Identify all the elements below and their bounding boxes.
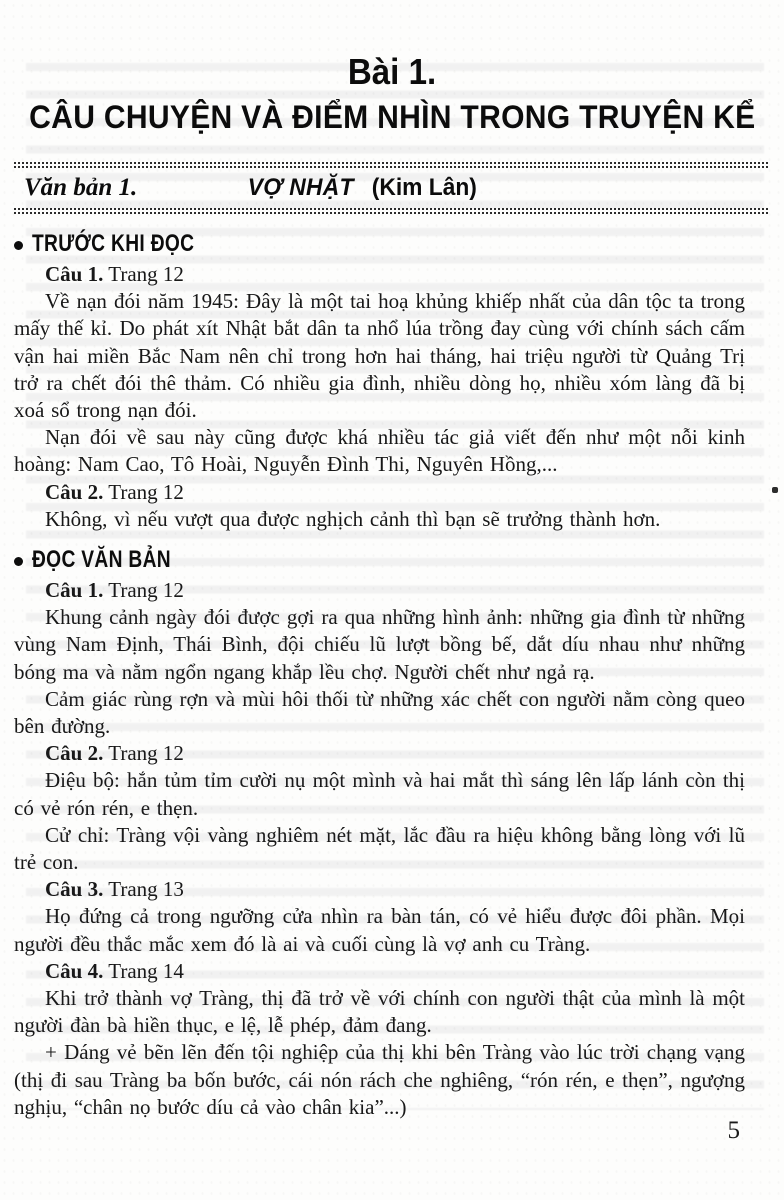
question-page-ref: Trang 12 [108,479,184,504]
question-label: Câu 4. [45,958,104,983]
question-line [14,958,745,985]
question-line [14,261,745,288]
scan-artifact-speck [772,487,778,493]
body-paragraph: Nạn đói về sau này cũng được khá nhiều tác giả viết đến như một nỗi kinh hoàng: Nam Cao, Tô Hoài, Nguyễn Đình Thi, Nguyên Hồng,... [14,425,745,477]
section-heading-label: ĐỌC VĂN BẢN [32,546,171,574]
question-page-ref: Trang 12 [108,262,184,286]
body-paragraph: Không, vì nếu vượt qua được nghịch cảnh thì bạn sẽ trưởng thành hơn. [45,506,661,531]
section-heading-reading [14,546,745,574]
text-title-band [14,168,770,208]
section-heading-label: TRƯỚC KHI ĐỌC [32,230,195,257]
text-number-label: Văn bản 1. [24,174,138,201]
question-label: Câu 2. [45,479,104,504]
question-label: Câu 1. [45,262,104,286]
body-paragraph: Khi trở thành vợ Tràng, thị đã trở về với chính con người thật của mình là một người đàn bà hiền thục, e lệ, lễ phép, đảm đang. [14,986,745,1038]
body-paragraph: Về nạn đói năm 1945: Đây là một tai hoạ khủng khiếp nhất của dân tộc ta trong mấy thế kỉ. Do phát xít Nhật bắt dân ta nhổ lúa trồng đay cùng với chính sách cấm vận hai miền Bắc Nam nên chỉ trong hơn hai tháng, hai triệu người từ Quảng Trị trở ra chết đói thê thảm. Có nhiều gia đình, nhiều dòng họ, nhiều xóm làng đã bị xoá sổ trong nạn đói. [14,289,745,423]
text-title-name: VỢ NHẶT [247,174,354,201]
bullet-icon [14,557,23,566]
section-heading-before-reading [14,230,745,258]
lesson-title: CÂU CHUYỆN VÀ ĐIỂM NHÌN TRONG TRUYỆN KỂ [28,99,756,135]
question-page-ref: Trang 12 [108,741,184,766]
question-page-ref: Trang 12 [108,578,184,603]
body-paragraph: Điệu bộ: hắn tủm tỉm cười nụ một mình và hai mắt thì sáng lên lấp lánh còn thị có vẻ rón rén, e thẹn. [14,768,745,820]
lesson-number: Bài 1. [347,51,437,92]
question-label: Câu 2. [45,741,104,766]
question-page-ref: Trang 14 [108,958,184,983]
body-paragraph: Khung cảnh ngày đói được gợi ra qua những hình ảnh: những gia đình từ những vùng Nam Định, Thái Bình, đội chiếu lũ lượt bồng bế, dắt díu nhau như những bóng ma và nằm ngổn ngang khắp lều chợ. Người chết như ngả rạ. [14,605,745,684]
body-paragraph: Cử chỉ: Tràng vội vàng nghiêm nét mặt, lắc đầu ra hiệu không bằng lòng với lũ trẻ con. [14,822,745,875]
page-body [0,214,784,1121]
lesson-header [0,0,784,138]
question-line [14,577,745,604]
page-number: 5 [727,1117,740,1144]
question-line [14,479,745,506]
body-paragraph: + Dáng vẻ bẽn lẽn đến tội nghiệp của thị khi bên Tràng vào lúc trời chạng vạng (thị đi sau Tràng ba bốn bước, cái nón rách che nghiêng, “rón rén, e thẹn”, ngượng nghịu, “chân nọ bước díu cả vào chân kia”...) [14,1040,745,1119]
text-title-author: (Kim Lân) [371,174,477,201]
question-line [14,876,745,903]
body-paragraph: Cảm giác rùng rợn và mùi hôi thối từ những xác chết con người nằm còng queo bên đường. [14,686,745,739]
question-line [14,740,745,767]
question-page-ref: Trang 13 [108,877,184,902]
body-paragraph: Họ đứng cả trong ngưỡng cửa nhìn ra bàn tán, có vẻ hiểu được đôi phần. Mọi người đều thắc mắc xem đó là ai và cuối cùng là vợ anh cu Tràng. [14,904,745,956]
question-label: Câu 3. [45,877,104,902]
question-label: Câu 1. [45,578,104,603]
bullet-icon [14,241,23,250]
